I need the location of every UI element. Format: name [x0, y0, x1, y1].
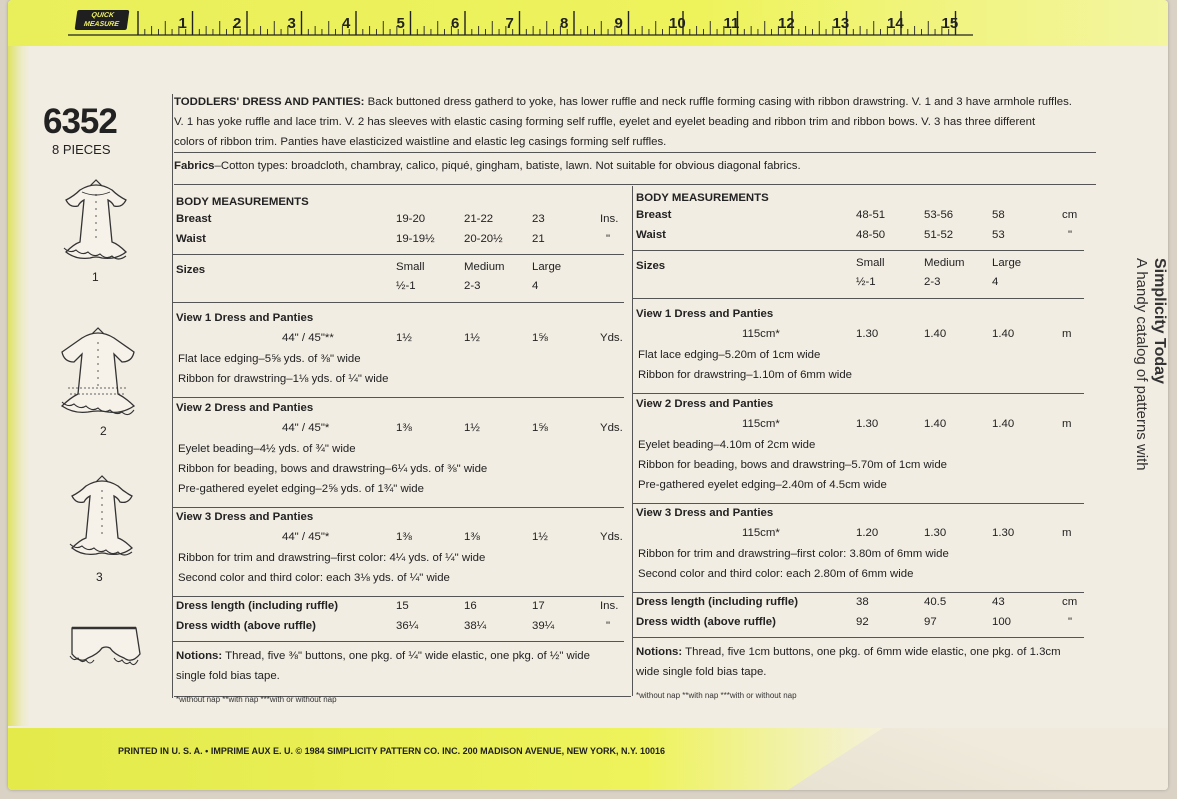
table-center-rule — [632, 186, 633, 696]
size-code: 4 — [532, 280, 539, 292]
notions-text: Thread, five 1cm buttons, one pkg. of 6mm wide elastic, one pkg. of 1.3cm — [682, 646, 1061, 658]
dress-width-value: 39¼ — [532, 620, 555, 632]
yardage-value: 1⅝ — [532, 332, 548, 344]
description-title: TODDLERS' DRESS AND PANTIES: — [174, 96, 365, 108]
yardage-value: 1.40 — [992, 328, 1015, 340]
fabric-width: 115cm* — [742, 418, 780, 430]
pieces-count: 8 PIECES — [52, 142, 111, 157]
waist-value: 48-50 — [856, 229, 886, 241]
unit-label: " — [1068, 229, 1073, 241]
ruler-number: 12 — [778, 15, 795, 32]
dress-width-label: Dress width (above ruffle) — [176, 620, 316, 632]
size-code: 2-3 — [464, 280, 481, 292]
view-note: Ribbon for drawstring–1⅛ yds. of ¼" wide — [178, 373, 389, 385]
description-line-3: colors of ribbon trim. Panties have elasticized waistline and elastic leg casings forming self ruffles. — [174, 136, 667, 148]
fabric-width: 44" / 45"* — [282, 422, 330, 434]
yardage-value: 1.40 — [924, 418, 947, 430]
description-line-2: V. 1 has yoke ruffle and lace trim. V. 2 has sleeves with elastic casing forming self ruffle, eyelet and eyelet beading and ribbon trim and ribbon bows. V. 3 has three different — [174, 116, 1036, 128]
unit-label: Yds. — [600, 422, 623, 434]
sizes-label: Sizes — [176, 264, 206, 276]
side-catalog-text — [1132, 258, 1168, 528]
waist-value: 53 — [992, 229, 1005, 241]
yardage-value: 1½ — [464, 422, 480, 434]
divider — [632, 503, 1084, 504]
view-3-label: 3 — [96, 570, 103, 584]
view-note: Eyelet beading–4½ yds. of ¾" wide — [178, 443, 356, 455]
fabrics-text: –Cotton types: broadcloth, chambray, calico, piqué, gingham, batiste, lawn. Not suitable for obvious diagonal fabrics. — [214, 160, 801, 172]
ruler-number: 11 — [723, 15, 740, 32]
pattern-envelope — [8, 0, 1168, 790]
yardage-value: 1.30 — [992, 527, 1015, 539]
size-name: Large — [992, 257, 1022, 269]
view-title: View 1 Dress and Panties — [176, 312, 314, 324]
yardage-value: 1.20 — [856, 527, 879, 539]
yardage-value: 1½ — [464, 332, 480, 344]
breast-value: 53-56 — [924, 209, 954, 221]
yardage-value: 1⅜ — [464, 531, 480, 543]
view-note: Second color and third color: each 2.80m of 6mm wide — [638, 568, 914, 580]
yardage-value: 1.30 — [924, 527, 947, 539]
dress-length-value: 16 — [464, 600, 477, 612]
side-text-line-1: Simplicity Today — [1151, 258, 1168, 384]
fabrics-line — [174, 160, 801, 172]
unit-label: " — [606, 620, 611, 632]
notions-line — [636, 646, 1061, 658]
size-code: 4 — [992, 276, 999, 288]
yardage-value: 1⅜ — [396, 531, 412, 543]
notions-text-2: wide single fold bias tape. — [636, 666, 767, 678]
breast-value: 48-51 — [856, 209, 886, 221]
divider — [172, 641, 624, 642]
notions-text-2: single fold bias tape. — [176, 670, 280, 682]
waist-value: 19-19½ — [396, 233, 435, 245]
breast-value: 21-22 — [464, 213, 494, 225]
divider — [174, 152, 1096, 153]
divider — [632, 250, 1084, 251]
description-line-1: Back buttoned dress gatherd to yoke, has lower ruffle and neck ruffle forming casing with ribbon drawstring. V. 1 and 3 have armhole ruffles. — [364, 96, 1072, 108]
dress-width-value: 92 — [856, 616, 869, 628]
yardage-value: 1.40 — [924, 328, 947, 340]
quick-measure-ruler — [68, 4, 973, 38]
size-name: Medium — [924, 257, 965, 269]
fabric-width: 115cm* — [742, 328, 780, 340]
notions-label: Notions: — [636, 646, 683, 658]
size-code: ½-1 — [856, 276, 876, 288]
divider — [632, 592, 1084, 593]
divider — [172, 507, 624, 508]
fabric-width: 44" / 45"** — [282, 332, 334, 344]
unit-label: " — [1068, 616, 1073, 628]
waist-value: 21 — [532, 233, 545, 245]
ruler-number: 7 — [505, 15, 514, 32]
size-name: Small — [856, 257, 885, 269]
breast-label: Breast — [176, 213, 212, 225]
view-note: Eyelet beading–4.10m of 2cm wide — [638, 439, 816, 451]
dress-length-value: 17 — [532, 600, 545, 612]
yardage-value: 1½ — [396, 332, 412, 344]
view-note: Flat lace edging–5.20m of 1cm wide — [638, 349, 821, 361]
ruler-number: 1 — [178, 15, 187, 32]
notions-line — [176, 650, 590, 662]
dress-length-label: Dress length (including ruffle) — [636, 596, 799, 608]
unit-label: cm — [1062, 209, 1078, 221]
unit-label: m — [1062, 328, 1072, 340]
yardage-value: 1⅝ — [532, 422, 548, 434]
view-title: View 1 Dress and Panties — [636, 308, 774, 320]
view-note: Ribbon for beading, bows and drawstring–6¼ yds. of ⅜" wide — [178, 463, 488, 475]
view-title: View 3 Dress and Panties — [176, 511, 314, 523]
divider — [172, 397, 624, 398]
body-measurements-heading: BODY MEASUREMENTS — [176, 196, 309, 208]
notions-text: Thread, five ⅜" buttons, one pkg. of ¼" wide elastic, one pkg. of ½" wide — [222, 650, 590, 662]
view-1-label: 1 — [92, 270, 99, 284]
dress-length-label: Dress length (including ruffle) — [176, 600, 339, 612]
unit-label: m — [1062, 527, 1072, 539]
dress-width-value: 97 — [924, 616, 937, 628]
view-note: Flat lace edging–5⅝ yds. of ⅜" wide — [178, 353, 361, 365]
printed-credit: PRINTED IN U. S. A. • IMPRIME AUX E. U. © 1984 SIMPLICITY PATTERN CO. INC. 200 MADISON AVENUE, NEW YORK, N.Y. 10016 — [118, 746, 666, 756]
view-title: View 2 Dress and Panties — [636, 398, 774, 410]
yardage-value: 1.30 — [856, 418, 879, 430]
view-note: Pre-gathered eyelet edging–2⅝ yds. of 1¾" wide — [178, 483, 424, 495]
ruler-number: 3 — [287, 15, 296, 32]
body-measurements-heading: BODY MEASUREMENTS — [636, 192, 769, 204]
view-note: Second color and third color: each 3⅛ yds. of ¼" wide — [178, 572, 450, 584]
breast-value: 58 — [992, 209, 1005, 221]
dress-width-value: 38¼ — [464, 620, 487, 632]
notions-label: Notions: — [176, 650, 223, 662]
ruler-number: 13 — [832, 15, 850, 32]
table-left-rule — [172, 94, 173, 698]
view-note: Ribbon for trim and drawstring–first color: 3.80m of 6mm wide — [638, 548, 949, 560]
description — [174, 92, 1099, 152]
ruler-number: 14 — [887, 15, 904, 32]
ruler-number: 4 — [342, 15, 351, 32]
view-2-label: 2 — [100, 424, 107, 438]
waist-label: Waist — [176, 233, 206, 245]
divider — [632, 298, 1084, 299]
unit-label: cm — [1062, 596, 1078, 608]
quick-measure-badge: QUICK MEASURE — [75, 10, 130, 30]
ruler-number: 8 — [560, 15, 569, 32]
size-name: Large — [532, 261, 562, 273]
unit-label: m — [1062, 418, 1072, 430]
ruler-number: 15 — [941, 15, 959, 32]
fabrics-label: Fabrics — [174, 160, 215, 172]
fabric-width: 115cm* — [742, 527, 780, 539]
dress-length-value: 43 — [992, 596, 1005, 608]
dress-width-label: Dress width (above ruffle) — [636, 616, 776, 628]
dress-view-1-icon — [50, 172, 142, 264]
yardage-value: 1½ — [532, 531, 548, 543]
view-note: Ribbon for drawstring–1.10m of 6mm wide — [638, 369, 852, 381]
divider — [174, 184, 1096, 185]
dress-length-value: 38 — [856, 596, 869, 608]
sizes-label: Sizes — [636, 260, 666, 272]
yardage-value: 1⅜ — [396, 422, 412, 434]
view-title: View 2 Dress and Panties — [176, 402, 314, 414]
unit-label: " — [606, 233, 611, 245]
unit-label: Yds. — [600, 332, 623, 344]
ruler-number: 5 — [396, 15, 405, 32]
breast-value: 19-20 — [396, 213, 426, 225]
fabric-width: 44" / 45"* — [282, 531, 330, 543]
view-note: Ribbon for beading, bows and drawstring–5.70m of 1cm wide — [638, 459, 947, 471]
waist-value: 20-20½ — [464, 233, 503, 245]
footnote: *without nap **with nap ***with or without nap — [176, 695, 337, 704]
unit-label: Ins. — [600, 213, 619, 225]
waist-label: Waist — [636, 229, 666, 241]
dress-width-value: 100 — [992, 616, 1012, 628]
unit-label: Ins. — [600, 600, 619, 612]
view-note: Pre-gathered eyelet edging–2.40m of 4.5cm wide — [638, 479, 887, 491]
unit-label: Yds. — [600, 531, 623, 543]
divider — [172, 254, 624, 255]
view-title: View 3 Dress and Panties — [636, 507, 774, 519]
divider — [172, 302, 624, 303]
view-note: Ribbon for trim and drawstring–first color: 4¼ yds. of ¼" wide — [178, 552, 486, 564]
yardage-value: 1.40 — [992, 418, 1015, 430]
waist-value: 51-52 — [924, 229, 954, 241]
ruler-number: 6 — [451, 15, 460, 32]
ruler-number: 10 — [669, 15, 686, 32]
dress-length-value: 15 — [396, 600, 409, 612]
dress-view-2-icon — [48, 322, 148, 418]
divider — [632, 637, 1084, 638]
dress-view-3-icon — [56, 470, 148, 562]
divider — [172, 596, 624, 597]
pattern-number: 6352 — [43, 102, 117, 141]
breast-label: Breast — [636, 209, 672, 221]
side-text-line-2: A handy catalog of patterns with — [1133, 258, 1150, 471]
size-code: ½-1 — [396, 280, 416, 292]
divider — [632, 393, 1084, 394]
dress-length-value: 40.5 — [924, 596, 947, 608]
size-name: Medium — [464, 261, 505, 273]
left-flap — [8, 46, 30, 726]
dress-width-value: 36¼ — [396, 620, 419, 632]
yardage-value: 1.30 — [856, 328, 879, 340]
footnote: *without nap **with nap ***with or without nap — [636, 691, 797, 700]
panties-icon — [62, 620, 146, 676]
ruler-number: 2 — [233, 15, 242, 32]
breast-value: 23 — [532, 213, 545, 225]
ruler-number: 9 — [614, 15, 623, 32]
bottom-yellow-band — [8, 728, 1168, 790]
size-name: Small — [396, 261, 425, 273]
size-code: 2-3 — [924, 276, 941, 288]
